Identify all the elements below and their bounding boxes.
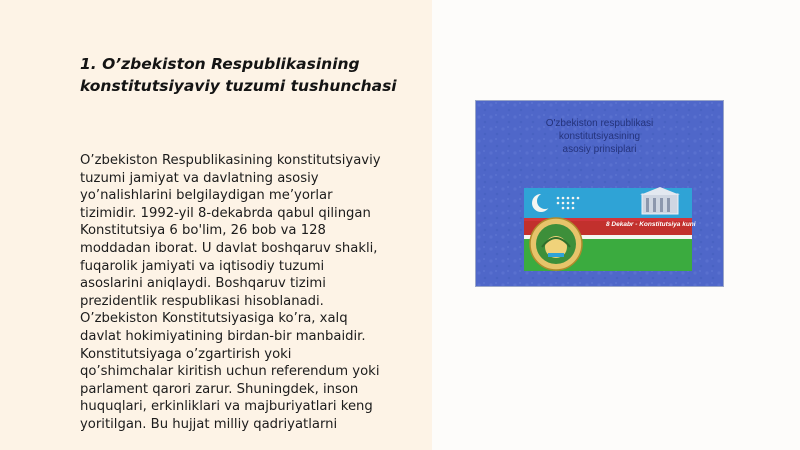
body-line: yoritilgan. Bu hujjat milliy qadriyatlarni [80, 416, 338, 432]
section-heading [80, 53, 420, 97]
constitution-picture [475, 100, 724, 287]
body-line: qo’shimchalar kiritish uchun referendum yoki [80, 364, 380, 380]
body-line: O’zbekiston Respublikasining konstitutsiyaviy [80, 153, 381, 168]
body-paragraph [80, 152, 422, 434]
flag-banner [524, 187, 692, 271]
body-line: fuqarolik jamiyati va iqtisodiy tuzumi [80, 258, 325, 274]
caption-line: O'zbekiston respublikasi [545, 118, 654, 129]
body-line: huquqlari, erkinliklari va majburiyatlari keng [80, 399, 373, 415]
picture-caption [476, 117, 723, 156]
banner-label: 8 Dekabr - Konstitutsiya kuni [606, 221, 696, 228]
body-line: O’zbekiston Konstitutsiyasiga ko’ra, xalq [80, 311, 348, 327]
heading-line-1: 1. O’zbekiston Respublikasining [80, 55, 360, 73]
body-line: tuzumi jamiyat va davlatning asosiy [80, 170, 319, 186]
body-line: yo’nalishlarini belgilaydigan me’yorlar [80, 188, 333, 204]
body-line: parlament qarori zarur. Shuningdek, inson [80, 381, 359, 397]
caption-line: asosiy prinsiplari [562, 144, 637, 155]
heading-line-2: konstitutsiyaviy tuzumi tushunchasi [80, 77, 397, 95]
body-line: davlat hokimiyatining birdan-bir manbaidir. [80, 328, 366, 344]
body-line: Konstitutsiya 6 bo'lim, 26 bob va 128 [80, 223, 326, 239]
body-line: Konstitutsiyaga o’zgartirish yoki [80, 346, 292, 362]
body-line: moddadan iborat. U davlat boshqaruv shakli, [80, 240, 378, 256]
state-emblem-icon [530, 218, 582, 270]
caption-line: konstitutsiyasining [558, 131, 641, 142]
body-line: tizimidir. 1992-yil 8-dekabrda qabul qilingan [80, 205, 371, 221]
body-line: asoslarini aniqlaydi. Boshqaruv tizimi [80, 276, 326, 292]
body-line: prezidentlik respublikasi hisoblanadi. [80, 293, 324, 309]
